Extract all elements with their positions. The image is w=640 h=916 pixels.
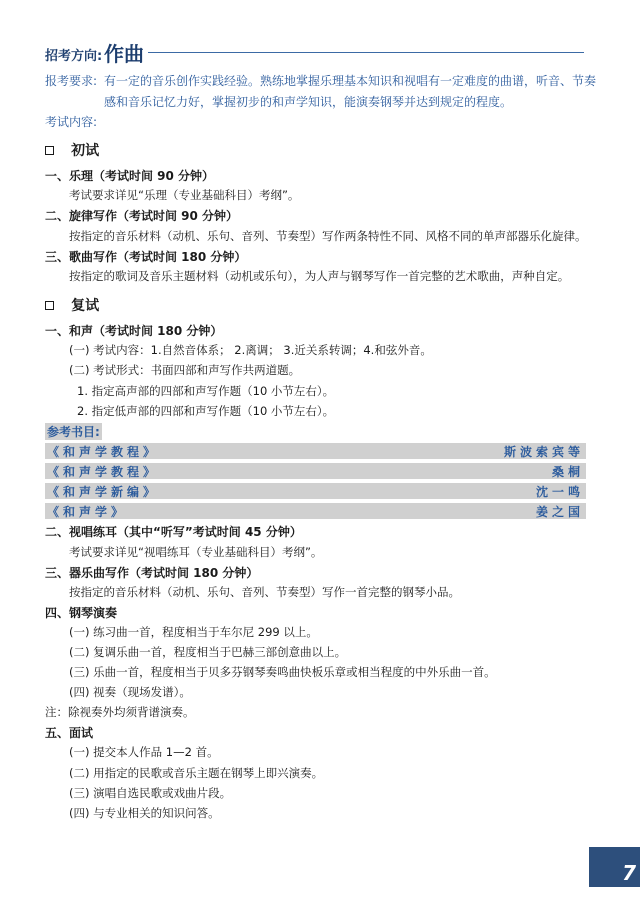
harmony-heading: 一、和声（考试时间 180 分钟） [45, 324, 223, 338]
harmony-line-3: 1. 指定高声部的四部和声写作题（10 小节左右）。 [77, 384, 335, 398]
piano-perf-heading: 四、钢琴演奏 [45, 606, 118, 620]
piano-perf-item: (三) 乐曲一首，程度相当于贝多芬钢琴奏鸣曲快板乐章或相当程度的中外乐曲一首。 [69, 665, 496, 679]
reference-author: 沈一鸣 [535, 484, 584, 499]
reference-title: 《和声学》 [47, 504, 128, 519]
piano-piece-desc: 按指定的音乐材料（动机、乐句、音列、节奏型）写作一首完整的钢琴小品。 [69, 585, 460, 599]
ear-training-heading: 二、视唱练耳（其中“听写”考试时间 45 分钟） [45, 525, 302, 539]
harmony-line-1: (一) 考试内容：1.自然音体系； 2.离调； 3.近关系转调；4.和弦外音。 [69, 343, 432, 357]
content-label: 考试内容: [45, 115, 98, 129]
page-number-box [589, 847, 640, 887]
reference-author: 姜之国 [535, 504, 584, 519]
page-number: 7 [622, 861, 636, 885]
requirements-line-2: 感和音乐记忆力好，掌握初步的和声学知识，能演奏钢琴并达到规定的程度。 [104, 95, 513, 109]
interview-item: (二) 用指定的民歌或音乐主题在钢琴上即兴演奏。 [69, 766, 324, 780]
prelim-item-3-heading: 三、歌曲写作（考试时间 180 分钟） [45, 250, 247, 264]
prelim-item-2-desc: 按指定的音乐材料（动机、乐句、音列、节奏型）写作两条特性不同、风格不同的单声部器乐化旋律。 [69, 229, 587, 243]
prelim-item-1-desc: 考试要求详见“乐理（专业基础科目）考纲”。 [69, 188, 300, 202]
piano-perf-item: (一) 练习曲一首，程度相当于车尔尼 299 以上。 [69, 625, 318, 639]
reference-row [45, 443, 586, 459]
reference-author: 斯波索宾等 [503, 444, 584, 459]
title-rule [148, 52, 584, 53]
prelim-section-header [45, 140, 99, 160]
square-bullet-icon [45, 146, 54, 155]
piano-perf-item: (四) 视奏（现场发谱）。 [69, 685, 191, 699]
reference-author: 桑桐 [551, 464, 584, 479]
prelim-title: 初试 [71, 143, 100, 159]
harmony-line-4: 2. 指定低声部的四部和声写作题（10 小节左右）。 [77, 404, 335, 418]
requirements-label: 报考要求: [45, 74, 98, 88]
reference-title: 《和声学教程》 [47, 444, 160, 459]
piano-piece-heading: 三、器乐曲写作（考试时间 180 分钟） [45, 566, 259, 580]
retest-title: 复试 [71, 298, 100, 314]
direction-label: 招考方向: [45, 49, 103, 64]
piano-perf-item: (二) 复调乐曲一首，程度相当于巴赫三部创意曲以上。 [69, 645, 347, 659]
reference-row [45, 483, 586, 499]
reference-title: 《和声学新编》 [47, 484, 160, 499]
page-title: 作曲 [104, 42, 144, 66]
piano-perf-note: 注：除视奏外均须背谱演奏。 [45, 705, 195, 719]
prelim-item-3-desc: 按指定的歌词及音乐主题材料（动机或乐句），为人声与钢琴写作一首完整的艺术歌曲，声种自定。 [69, 269, 570, 283]
square-bullet-icon [45, 301, 54, 310]
reference-row [45, 463, 586, 479]
reference-row [45, 503, 586, 519]
requirements-line-1: 有一定的音乐创作实践经验。熟练地掌握乐理基本知识和视唱有一定难度的曲谱，听音、节奏 [104, 74, 597, 88]
interview-item: (一) 提交本人作品 1—2 首。 [69, 745, 219, 759]
interview-item: (三) 演唱自选民歌或戏曲片段。 [69, 786, 232, 800]
prelim-item-2-heading: 二、旋律写作（考试时间 90 分钟） [45, 209, 239, 223]
reference-title: 《和声学教程》 [47, 464, 160, 479]
interview-heading: 五、面试 [45, 726, 94, 740]
references-label: 参考书目: [47, 425, 100, 439]
interview-item: (四) 与专业相关的知识问答。 [69, 806, 220, 820]
retest-section-header [45, 295, 99, 315]
harmony-line-2: (二) 考试形式：书面四部和声写作共两道题。 [69, 363, 301, 377]
prelim-item-1-heading: 一、乐理（考试时间 90 分钟） [45, 169, 215, 183]
ear-training-desc: 考试要求详见“视唱练耳（专业基础科目）考纲”。 [69, 545, 323, 559]
